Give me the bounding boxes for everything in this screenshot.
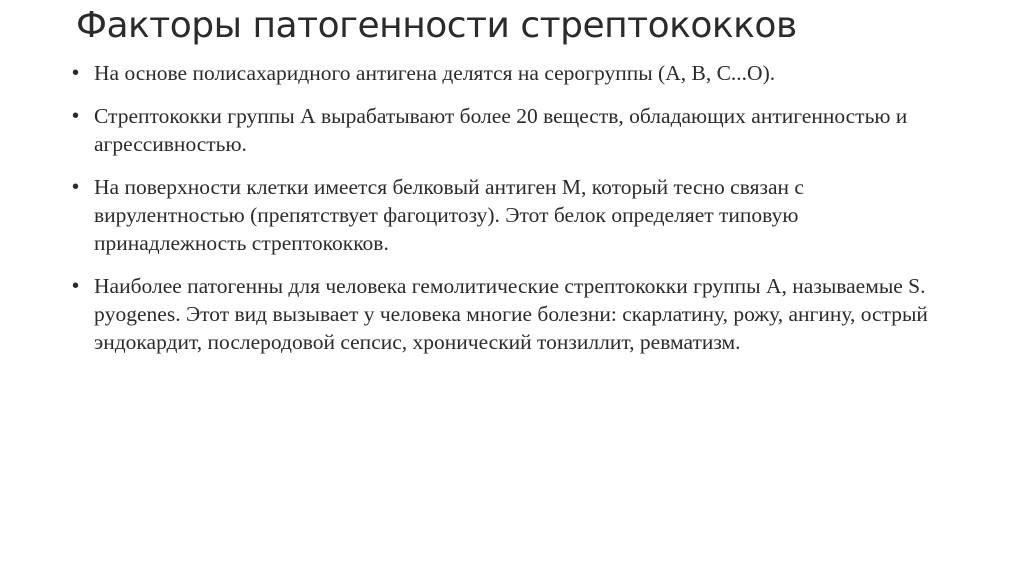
bullet-text: На поверхности клетки имеется белковый антиген М, который тесно связан с вирулентностью (препятствует фагоцитозу). Этот белок определяет типовую принадлежность стрептококков. xyxy=(94,175,804,255)
bullet-item-substances xyxy=(70,102,950,158)
bullet-text: Наиболее патогенны для человека гемолитические стрептококки группы А, называемые S. pyogenes. Этот вид вызывает у человека многие болезни: скарлатину, рожу, ангину, острый эндокардит, послеродовой сепсис, хронический тонзиллит, ревматизм. xyxy=(94,274,928,354)
bullet-icon: • xyxy=(72,105,80,127)
bullet-item-s-pyogenes xyxy=(70,272,950,356)
bullet-list xyxy=(70,59,950,371)
bullet-icon: • xyxy=(72,275,80,297)
slide-title: Факторы патогенности стрептококков xyxy=(76,5,797,46)
bullet-item-antigen-m xyxy=(70,173,950,257)
bullet-icon: • xyxy=(72,62,80,84)
bullet-icon: • xyxy=(72,176,80,198)
bullet-text: На основе полисахаридного антигена делятся на серогруппы (А, В, С...О). xyxy=(94,61,776,85)
bullet-item-serogroups xyxy=(70,59,950,87)
bullet-text: Стрептококки группы А вырабатывают более 20 веществ, обладающих антигенностью и агрессивностью. xyxy=(94,104,908,156)
